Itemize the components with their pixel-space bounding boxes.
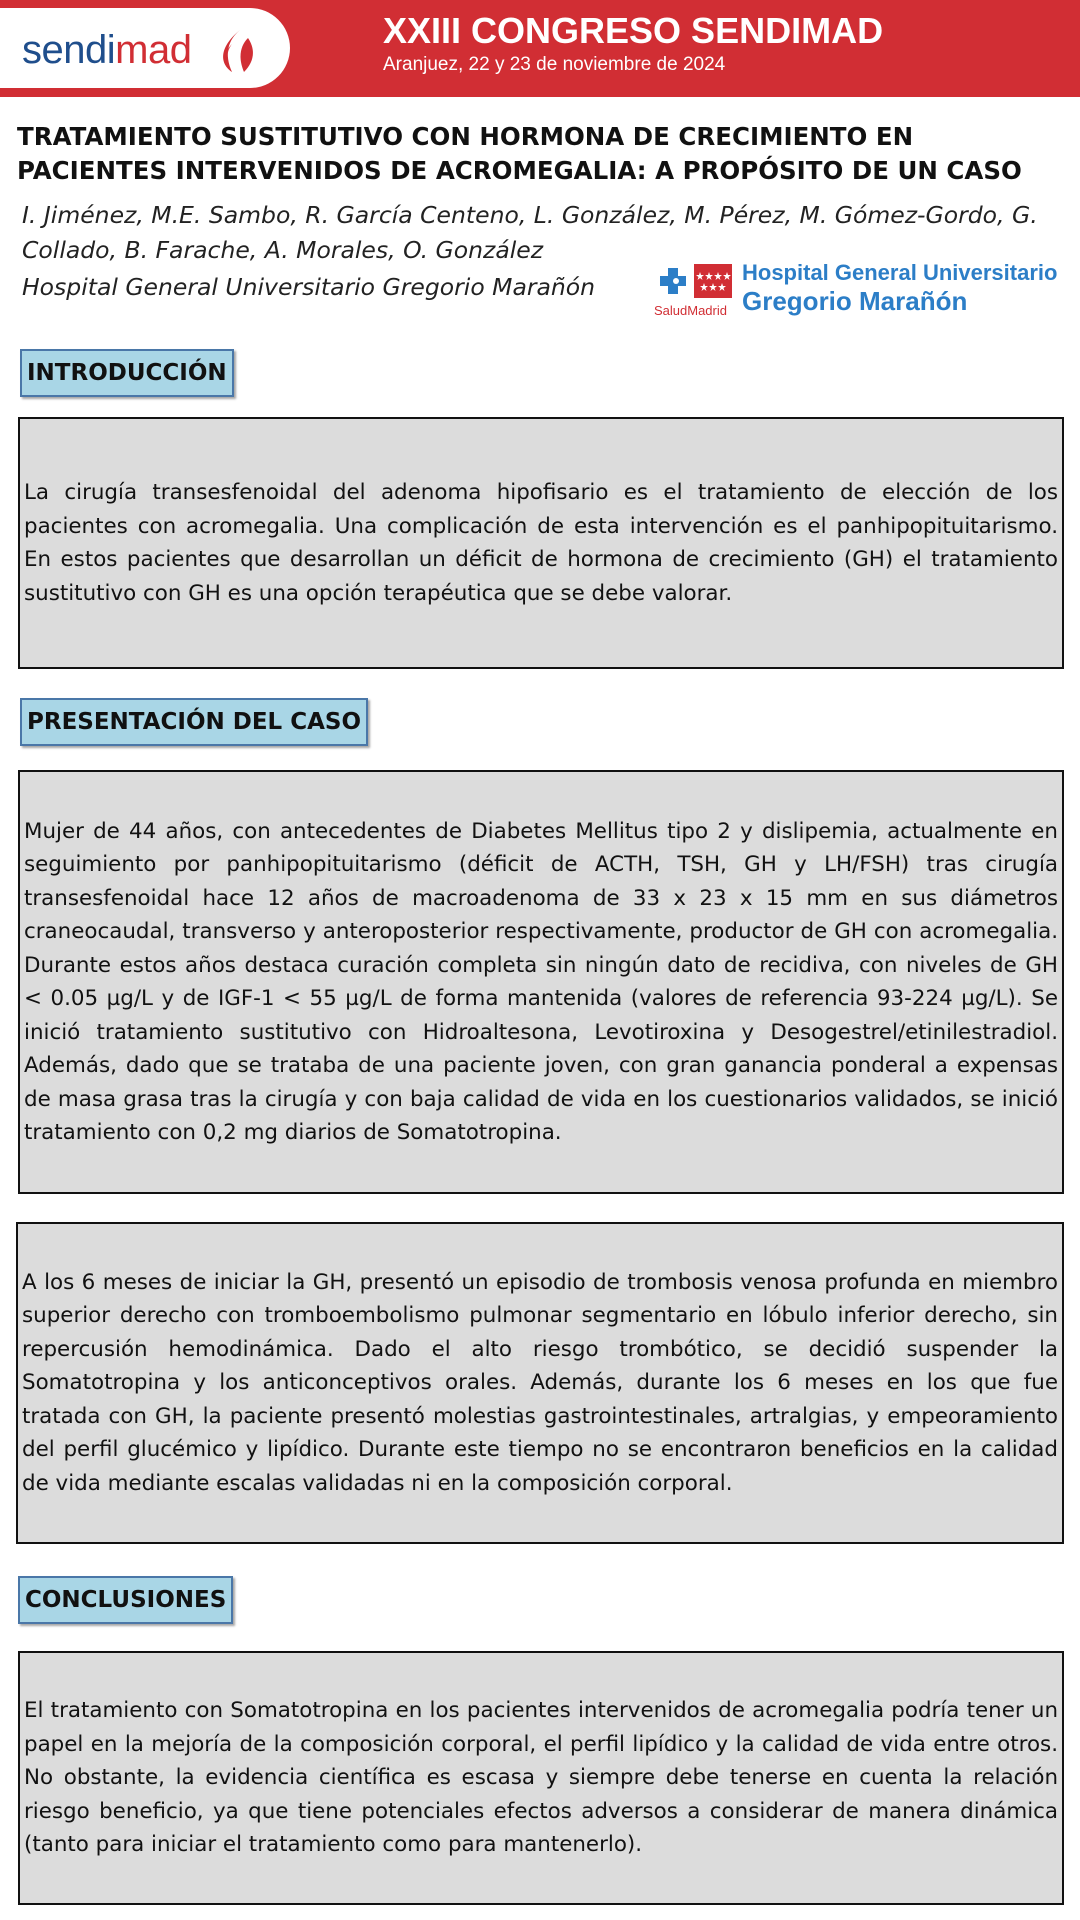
case-text-1: Mujer de 44 años, con antecedentes de Diabetes Mellitus tipo 2 y dislipemia, actualmente en seguimiento por panhipopituitarismo (déficit de ACTH, TSH, GH y LH/FSH) tras cirugía transesfenoidal hace 12 años de macroadenoma de 33 x 23 x 15 mm en sus diámetros craneocaudal, transverso y anteroposterior respectivamente, productor de GH con acromegalia. Durante estos años destaca curación completa sin ningún dato de recidiva, con niveles de GH < 0.05 µg/L y de IGF-1 < 55 µg/L de forma mantenida (valores de referencia 93-224 µg/L). Se inició tratamiento sustitutivo con Hidroaltesona, Levotiroxina y Desogestrel/etinilestradiol. Además, dado que se trataba de una paciente joven, con gran ganancia ponderal a expensas de masa grasa tras la cirugía y con baja calidad de vida en los cuestionarios validados, se inició tratamiento con 0,2 mg diarios de Somatotropina. (24, 818, 1058, 1145)
sendimad-logo (0, 8, 290, 88)
intro-text: La cirugía transesfenoidal del adenoma hipofisario es el tratamiento de elección de los pacientes con acromegalia. Una complicación de esta intervención es el panhipopituitarismo. En estos pacientes que desarrollan un déficit de hormona de crecimiento (GH) el tratamiento sustitutivo con GH es una opción terapéutica que se debe valorar. (24, 480, 1058, 606)
hospital-logo-line2: Gregorio Marañón (742, 286, 968, 316)
congress-subtitle: Aranjuez, 22 y 23 de noviembre de 2024 (383, 54, 726, 75)
poster-title: TRATAMIENTO SUSTITUTIVO CON HORMONA DE CRECIMIENTO EN PACIENTES INTERVENIDOS DE ACROMEGALIA: A PROPÓSITO DE UN CASO (17, 122, 1022, 185)
case-box-1 (18, 770, 1064, 1194)
salud-madrid-label: SaludMadrid (654, 303, 727, 318)
sendimad-flame-icon (210, 28, 258, 74)
authors: I. Jiménez, M.E. Sambo, R. García Centeno, L. González, M. Pérez, M. Gómez-Gordo, G. Collado, B. Farache, A. Morales, O. González (22, 201, 1038, 264)
conclusions-text: El tratamiento con Somatotropina en los pacientes intervenidos de acromegalia podría tener un papel en la mejoría de la composición corporal, el perfil lipídico y la calidad de vida entre otros. No obstante, la evidencia científica es escasa y siempre debe tenerse en cuenta la relación riesgo beneficio, ya que tiene potenciales efectos adversos a considerar de manera dinámica (tanto para iniciar el tratamiento como para mantenerlo). (24, 1698, 1058, 1858)
conclusions-box (18, 1651, 1064, 1905)
section-label-introduccion: INTRODUCCIÓN (20, 349, 234, 397)
hospital-logo (652, 258, 1077, 320)
logo-suffix: mad (115, 28, 192, 72)
congress-title: XXIII CONGRESO SENDIMAD (383, 10, 884, 51)
intro-box (18, 417, 1064, 669)
section-label-conclusiones: CONCLUSIONES (18, 1576, 233, 1624)
comunidad-madrid-emblem-icon (656, 262, 734, 300)
logo-wordmark (22, 28, 191, 73)
hospital-logo-line1: Hospital General Universitario (742, 260, 1058, 285)
section-label-presentacion: PRESENTACIÓN DEL CASO (20, 698, 368, 746)
case-box-2 (16, 1222, 1064, 1544)
logo-prefix: sendi (22, 28, 116, 72)
case-text-2: A los 6 meses de iniciar la GH, presentó un episodio de trombosis venosa profunda en miembro superior derecho con tromboembolismo pulmonar segmentario en lóbulo inferior derecho, sin repercusión hemodinámica. Dado el alto riesgo trombótico, se decidió suspender la Somatotropina y los anticonceptivos orales. Además, durante los 6 meses en los que fue tratada con GH, la paciente presentó molestias gastrointestinales, artralgias, y empeoramiento del perfil glucémico y lipídico. Durante este tiempo no se encontraron beneficios en la calidad de vida mediante escalas validadas ni en la composición corporal. (22, 1269, 1058, 1496)
header-banner (0, 0, 1080, 97)
institution: Hospital General Universitario Gregorio Marañón (22, 273, 596, 301)
